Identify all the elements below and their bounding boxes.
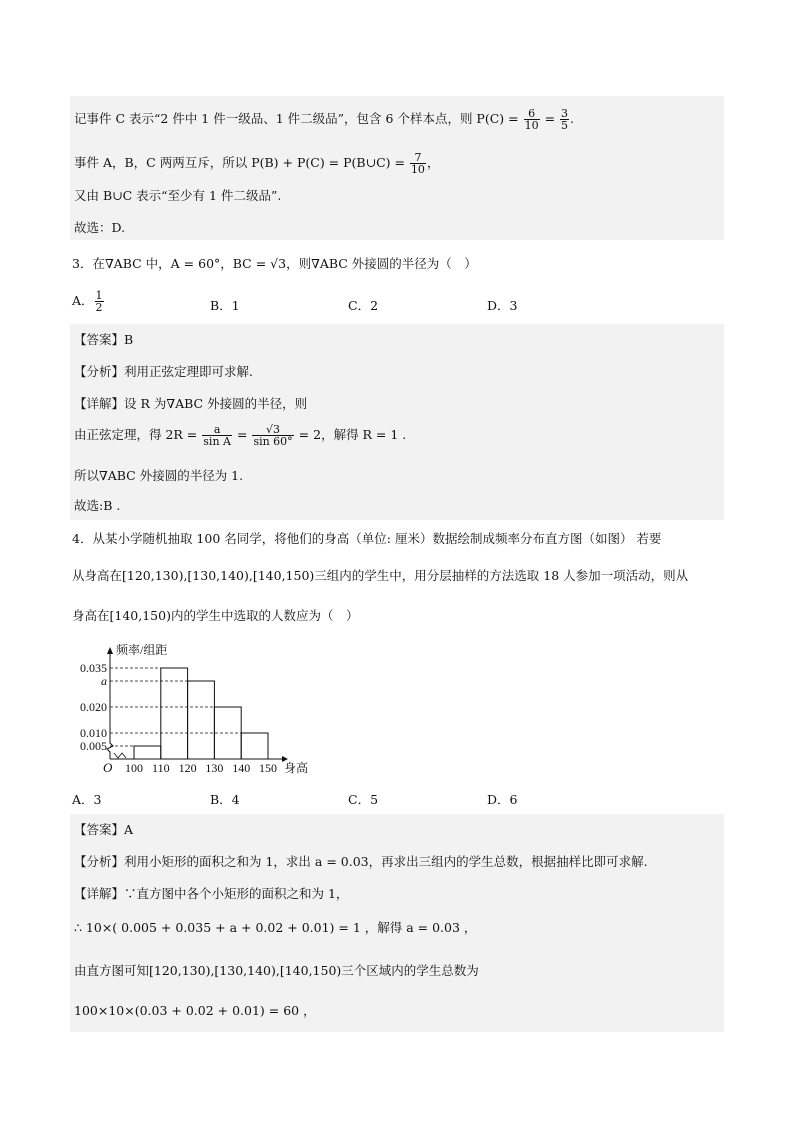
y-tick-label: 0.005 [80,739,107,753]
q3-detail-2: 由正弦定理，得 2R = $\frac{a}{\text{sin A}}$ = $\frac{√3}{\sin 60^\circ}$ = 2，解得 R = 1 . [74,423,407,448]
x-tick-label: 100 [125,761,143,775]
q3-option-c: C．2 [348,298,379,313]
chart-ylabel: 频率/组距 [116,643,168,657]
histogram-bar [161,668,188,759]
q3-option-d: D．3 [487,298,518,313]
fraction: $\frac{1}{2}$ [95,289,103,314]
q4-detail-4: 100×10×(0.03 + 0.02 + 0.01) = 60 ， [74,1003,316,1018]
x-tick-label: 150 [259,761,277,775]
x-tick-label: 110 [152,761,170,775]
y-tick-label: 0.010 [80,726,107,740]
q3-option-a: A． $\frac{1}{2}$ [72,289,103,314]
q4-detail-1: 【详解】∵直方图中各个小矩形的面积之和为 1， [74,886,349,901]
fraction: $\frac{a}{\text{sin A}}$ [203,423,231,448]
q3-detail-1: 【详解】设 R 为∇ABC 外接圆的半径，则 [74,396,308,411]
q3-stem: 3．在∇ABC 中，A = 60°，BC = √3，则∇ABC 外接圆的半径为（ ） [72,256,477,271]
fraction: $\frac{7}{10}$ [410,151,425,176]
q3-detail-3: 所以∇ABC 外接圆的半径为 1. [74,468,244,483]
histogram-bar [188,681,215,759]
prev-line-2: 事件 A，B，C 两两互斥，所以 P(B) + P(C) = P(B∪C) = $\frac{7}{10}$ ， [74,151,440,176]
axis-break [114,753,126,758]
q4-stem-1: 4．从某小学随机抽取 100 名同学，将他们的身高（单位: 厘米）数据绘制成频率分布直方图（如图） 若要 [72,531,662,546]
q3-detail-4: 故选:B . [74,498,121,513]
y-tick-label: a [101,674,107,688]
q4-analysis: 【分析】利用小矩形的面积之和为 1，求出 a = 0.03，再求出三组内的学生总数，根据抽样比即可求解. [74,854,648,869]
prev-line-1: 记事件 C 表示“2 件中 1 件一级品、1 件二级品”，包含 6 个样本点，则 P(C) = $\frac{6}{10}$ = $\frac{3}{5}$ . [74,107,575,132]
prev-line-4: 故选：D. [74,220,126,235]
q4-stem-2: 从身高在[120,130),[130,140),[140,150)三组内的学生中，用分层抽样的方法选取 18 人参加一项活动，则从 [72,568,689,583]
x-tick-label: 140 [232,761,251,775]
prev-line-3: 又由 B∪C 表示“至少有 1 件二级品”. [74,188,282,203]
q4-option-b: B．4 [210,792,240,807]
fraction: $\frac{3}{5}$ [561,107,569,132]
fraction: $\frac{√3}{\sin 60^\circ}$ [253,423,293,448]
q3-option-b: B．1 [210,298,240,313]
q3-solution-block [70,324,724,520]
histogram-bar [134,746,161,759]
histogram-bar [241,733,268,759]
q3-answer: 【答案】B [74,332,134,347]
frequency-histogram [70,638,330,780]
q4-option-c: C．5 [348,792,379,807]
q3-analysis: 【分析】利用正弦定理即可求解. [74,364,253,379]
x-tick-label: 120 [178,761,197,775]
q4-option-a: A．3 [72,792,102,807]
y-tick-label: 0.020 [80,700,107,714]
y-tick-label: 0.035 [80,661,107,675]
y-axis-arrow [107,647,113,654]
fraction: $\frac{6}{10}$ [524,107,539,132]
chart-origin-label: O [103,760,113,775]
q4-detail-3: 由直方图可知[120,130),[130,140),[140,150)三个区域内的学生总数为 [74,963,479,978]
q4-stem-3: 身高在[140,150)内的学生中选取的人数应为（ ） [72,608,359,623]
q4-option-d: D．6 [487,792,518,807]
x-tick-label: 130 [205,761,224,775]
chart-xlabel: 身高 [284,761,309,775]
q4-answer: 【答案】A [74,822,134,837]
q4-detail-2: ∴ 10×( 0.005 + 0.035 + a + 0.02 + 0.01) = 1 ，解得 a = 0.03 ， [74,920,477,935]
